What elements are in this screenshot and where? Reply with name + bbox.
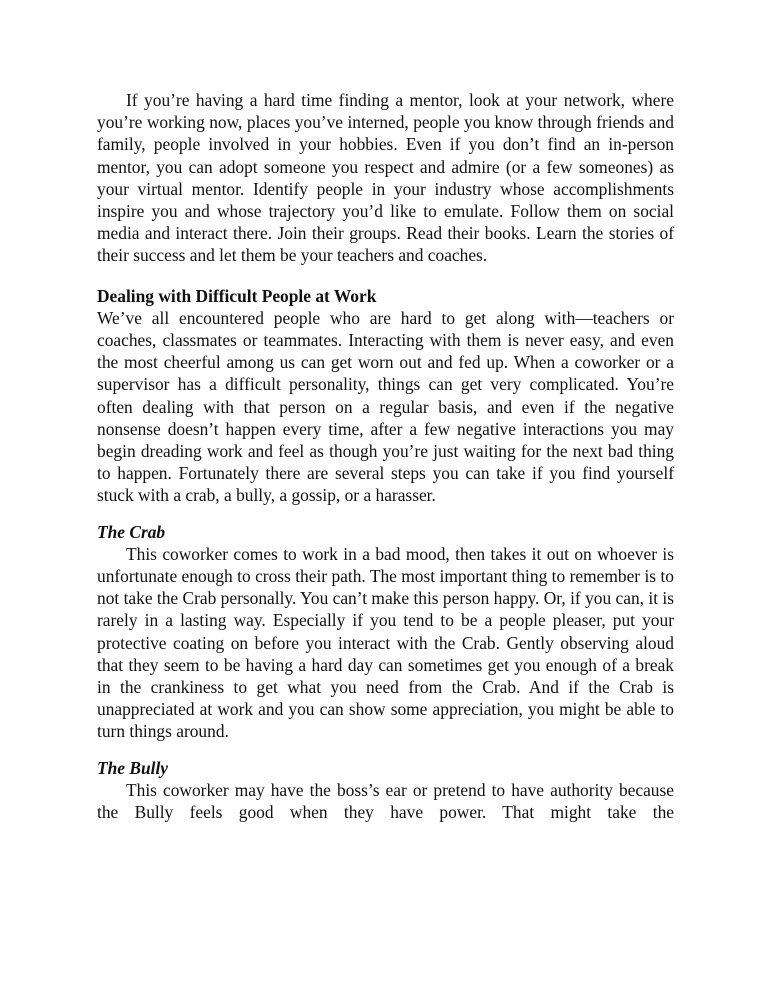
subsection-heading-bully: The Bully <box>97 757 169 778</box>
document-page <box>97 89 674 823</box>
subsection-paragraph-crab: This coworker comes to work in a bad mood, then takes it out on whoever is unfortunate enough to cross their path. The most important thing to remember is to not take the Crab personally. You can’t make this person happy. Or, if you can, it is rarely in a lasting way. Especially if you tend to be a people pleaser, put your protective coating on before you interact with the Crab. Gently observing aloud that they seem to be having a hard day can sometimes get you enough of a break in the crankiness to get what you need from the Crab. And if the Crab is unappreciated at work and you can show some appreciation, you might be able to turn things around. <box>97 543 674 742</box>
section-paragraph: We’ve all encountered people who are hard to get along with—teachers or coaches, classmates or teammates. Interacting with them is never easy, and even the most cheerful among us can get worn out and fed up. When a coworker or a supervisor has a difficult personality, things can get very complicated. You’re often dealing with that person on a regular basis, and even if the negative nonsense doesn’t happen every time, after a few negative interactions you may begin dreading work and feel as though you’re just waiting for the next bad thing to happen. Fortunately there are several steps you can take if you find yourself stuck with a crab, a bully, a gossip, or a harasser. <box>97 307 674 506</box>
section-heading: Dealing with Difficult People at Work <box>97 285 377 306</box>
subsection-heading-crab: The Crab <box>97 521 166 542</box>
intro-paragraph: If you’re having a hard time finding a mentor, look at your network, where you’re working now, places you’ve interned, people you know through friends and family, people involved in your hobbies. Even if you don’t find an in-person mentor, you can adopt someone you respect and admire (or a few someones) as your virtual mentor. Identify people in your industry whose accomplishments inspire you and whose trajectory you’d like to emulate. Follow them on social media and interact there. Join their groups. Read their books. Learn the stories of their success and let them be your teachers and coaches. <box>97 90 674 266</box>
subsection-paragraph-bully: This coworker may have the boss’s ear or pretend to have authority because the Bully feels good when they have power. That might take the <box>97 779 674 823</box>
